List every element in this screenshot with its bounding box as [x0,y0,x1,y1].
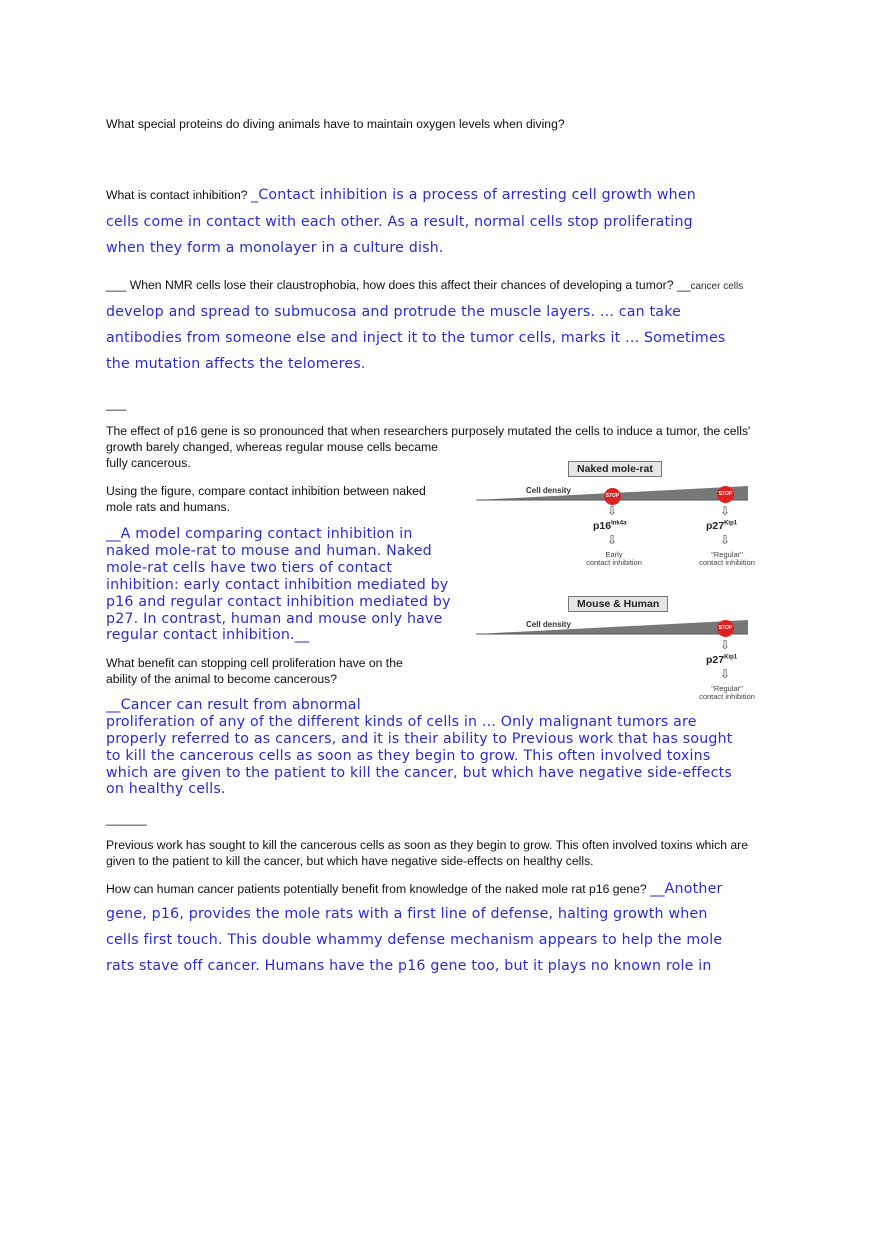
stop-sign-icon: STOP [717,486,734,503]
answer-line: rats stave off cancer. Humans have the p16 gene too, but it plays no known role in [106,958,712,974]
answer-line: antibodies from someone else and inject it to the tumor cells, marks it ... Sometimes [106,330,726,346]
answer-text: __Another [650,881,723,897]
label-p16: $p16^{Ink4a}$ [593,520,627,532]
intro-line: growth barely changed, whereas regular mouse cells became [106,440,438,454]
answer-text: _Contact inhibition is a process of arresting cell growth when [250,187,696,203]
answer-line: __A model comparing contact inhibition in [106,526,413,542]
contact-inhibition-figure [476,458,776,708]
intro-line: given to the patient to kill the cancer, but which have negative side-effects on healthy cells. [106,854,594,868]
answer-line: cells first touch. This double whammy defense mechanism appears to help the mole [106,932,723,948]
question-p16-benefit [106,881,723,897]
answer-line: develop and spread to submucosa and protrude the muscle layers. ... can take [106,304,682,320]
question-oxygen-proteins: What special proteins do diving animals have to maintain oxygen levels when diving? [106,117,565,131]
question-line: Using the figure, compare contact inhibition between naked [106,484,426,498]
arrow-down-icon: ⇩ [607,504,618,518]
intro-line: Previous work has sought to kill the cancerous cells as soon as they begin to grow. This often involved toxins which are [106,838,748,852]
cell-density-wedge [476,616,751,638]
answer-line: __Cancer can result from abnormal [106,697,361,713]
axis-label-cell-density: Cell density [526,486,571,495]
arrow-down-icon: ⇩ [720,667,731,681]
answer-line: mole-rat cells have two tiers of contact [106,560,393,576]
answer-inline-small: cancer cells [690,281,744,292]
label-p27: $p27^{Kip1}$ [706,520,738,532]
answer-line: p16 and regular contact inhibition mediated by [106,594,451,610]
question-line: What benefit can stopping cell proliferation have on the [106,656,403,670]
intro-line: fully cancerous. [106,456,191,470]
stop-sign-icon: STOP [717,620,734,637]
answer-line: when they form a monolayer in a culture dish. [106,240,444,256]
answer-line: the mutation affects the telomeres. [106,356,366,372]
question-label: What is contact inhibition? [106,188,248,202]
answer-line: on healthy cells. [106,781,226,797]
answer-line: regular contact inhibition.__ [106,627,310,643]
arrow-down-icon: ⇩ [720,504,731,518]
question-label: ___ When NMR cells lose their claustrophobia, how does this affect their chances of developing a tumor? [106,278,674,292]
label-p27: $p27^{Kip1}$ [706,654,738,666]
answer-line: to kill the cancerous cells as soon as they begin to grow. This often involved toxins [106,748,711,764]
question-nmr-claustrophobia [106,277,743,295]
answer-line: proliferation of any of the different kinds of cells in ... Only malignant tumors are [106,714,697,730]
divider: ______ [106,812,147,826]
question-contact-inhibition [106,187,696,203]
label-early-contact-inhibition: Early contact inhibition [586,550,642,567]
label-regular-contact-inhibition: "Regular" contact inhibition [699,684,755,701]
arrow-down-icon: ⇩ [720,638,731,652]
answer-line: naked mole-rat to mouse and human. Naked [106,543,432,559]
stop-sign-icon: STOP [604,488,621,505]
answer-line: gene, p16, provides the mole rats with a first line of defense, halting growth when [106,906,708,922]
answer-line: cells come in contact with each other. As a result, normal cells stop proliferating [106,214,693,230]
label-regular-contact-inhibition: "Regular" contact inhibition [699,550,755,567]
answer-line: which are given to the patient to kill the cancer, but which have negative side-effects [106,765,732,781]
answer-line: p27. In contrast, human and mouse only have [106,611,443,627]
axis-label-cell-density: Cell density [526,620,571,629]
question-label: How can human cancer patients potentially benefit from knowledge of the naked mole rat p16 gene? [106,882,647,896]
divider: ___ [106,397,127,411]
panel-title-mouse-human: Mouse & Human [568,596,668,612]
arrow-down-icon: ⇩ [720,533,731,547]
answer-line: properly referred to as cancers, and it is their ability to Previous work that has sought [106,731,733,747]
answer-line: inhibition: early contact inhibition mediated by [106,577,449,593]
answer-blank: __ [676,278,691,292]
arrow-down-icon: ⇩ [607,533,618,547]
question-line: ability of the animal to become cancerous? [106,672,338,686]
question-line: mole rats and humans. [106,500,230,514]
intro-line: The effect of p16 gene is so pronounced that when researchers purposely mutated the cells to induce a tumor, the cells' [106,424,751,438]
panel-title-naked-mole-rat: Naked mole-rat [568,461,662,477]
